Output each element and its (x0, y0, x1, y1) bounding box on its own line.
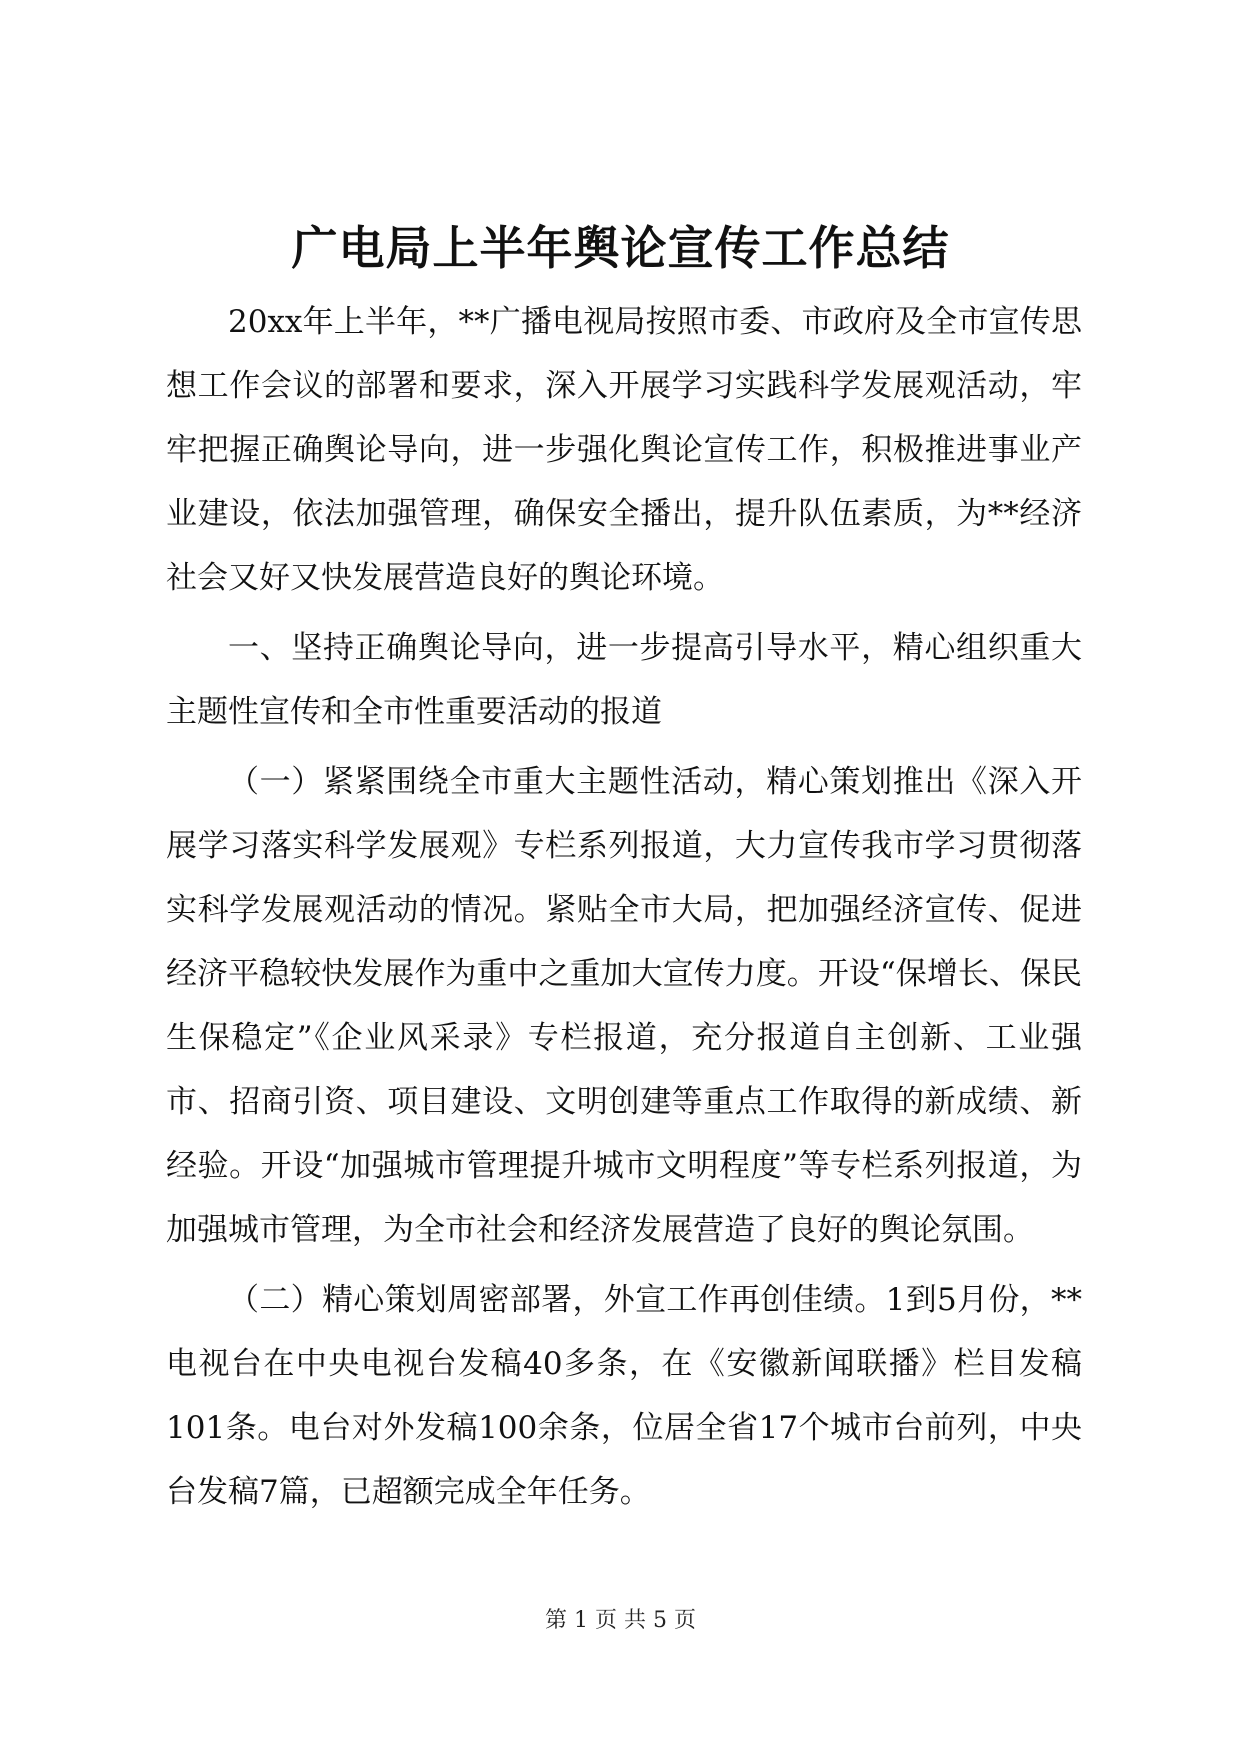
paragraph-subsection-2: （二）精心策划周密部署，外宣工作再创佳绩。1到5月份，**电视台在中央电视台发稿40多条，在《安徽新闻联播》栏目发稿101条。电台对外发稿100余条，位居全省17个城市台前列，中央台发稿7篇，已超额完成全年任务。 (166, 1282, 1082, 1510)
document-body (166, 290, 1082, 1530)
paragraph-subsection-1: （一）紧紧围绕全市重大主题性活动，精心策划推出《深入开展学习落实科学发展观》专栏系列报道，大力宣传我市学习贯彻落实科学发展观活动的情况。紧贴全市大局，把加强经济宣传、促进经济平稳较快发展作为重中之重加大宣传力度。开设“保增长、保民生保稳定”《企业风采录》专栏报道，充分报道自主创新、工业强市、招商引资、项目建设、文明创建等重点工作取得的新成绩、新经验。开设“加强城市管理提升城市文明程度”等专栏系列报道，为加强城市管理，为全市社会和经济发展营造了良好的舆论氛围。 (166, 764, 1082, 1248)
section-heading-1: 一、坚持正确舆论导向，进一步提高引导水平，精心组织重大主题性宣传和全市性重要活动的报道 (166, 630, 1082, 730)
paragraph-intro: 20xx年上半年，**广播电视局按照市委、市政府及全市宣传思想工作会议的部署和要求，深入开展学习实践科学发展观活动，牢牢把握正确舆论导向，进一步强化舆论宣传工作，积极推进事业产业建设，依法加强管理，确保安全播出，提升队伍素质，为**经济社会又好又快发展营造良好的舆论环境。 (166, 304, 1082, 596)
page-number-footer: 第 1 页 共 5 页 (545, 1608, 696, 1633)
document-title: 广电局上半年舆论宣传工作总结 (291, 221, 950, 275)
